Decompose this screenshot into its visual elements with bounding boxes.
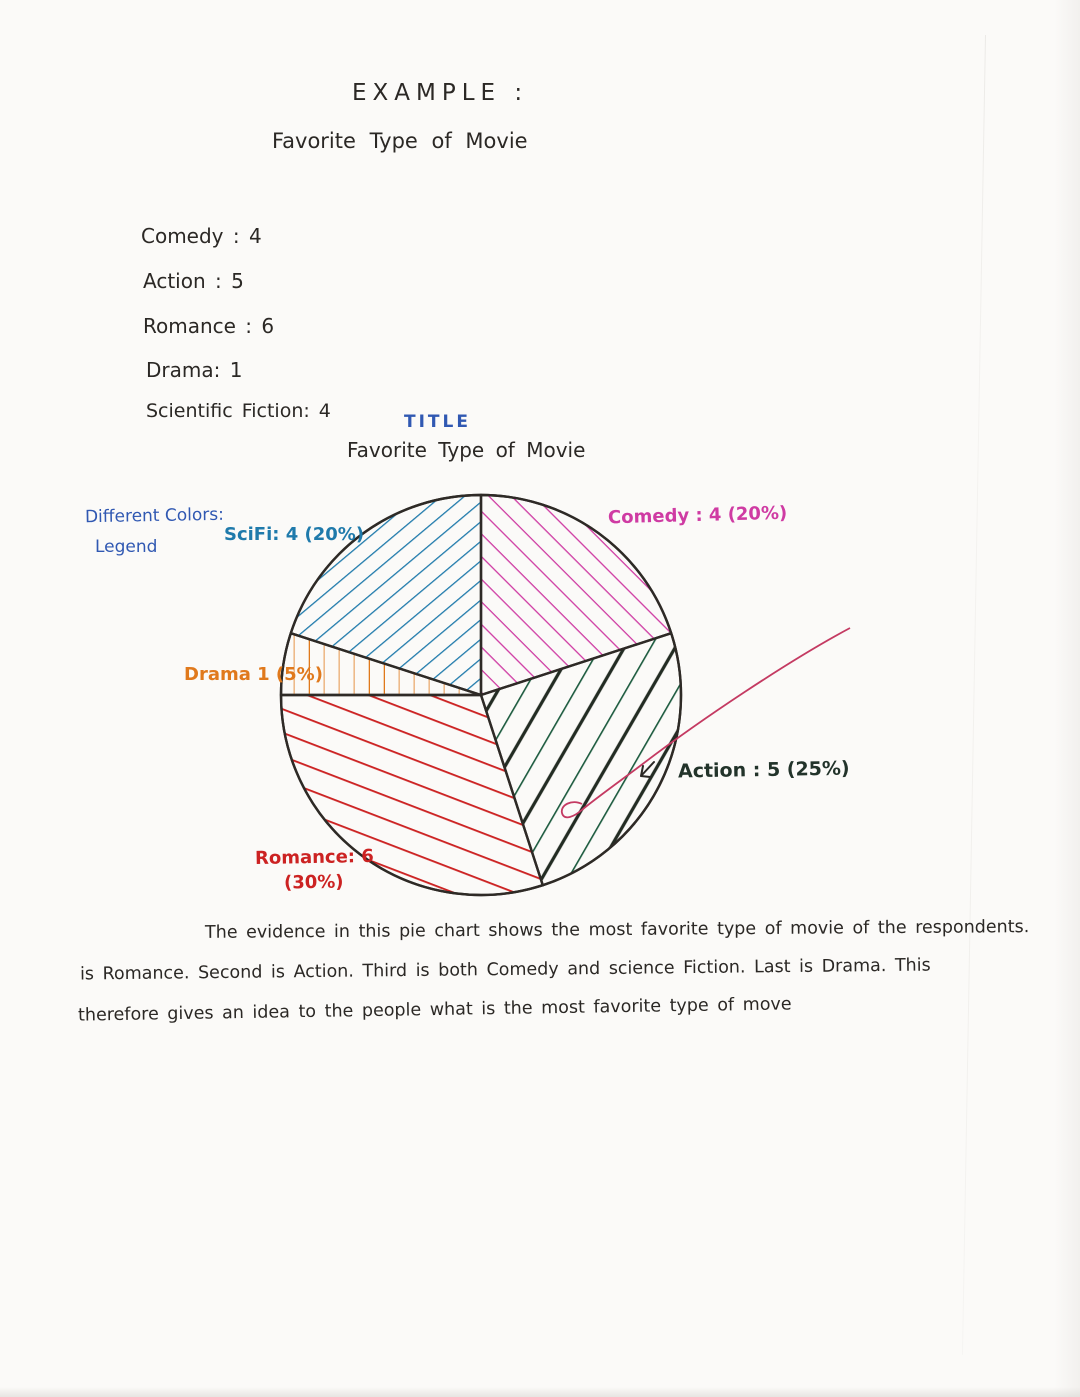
tally-item-romance: Romance : 6 [143,314,275,338]
paper-edge-bottom [0,1387,1080,1397]
legend-note-line2: Legend [95,537,158,557]
slice-label-comedy: Comedy : 4 (20%) [607,502,788,529]
slice-label-scifi: SciFi: 4 (20%) [224,524,365,545]
paragraph-line-1: The evidence in this pie chart shows the most favorite type of movie of the respondents. [204,917,1030,943]
tally-item-comedy: Comedy : 4 [141,224,262,248]
slice-label-romance-line1: Romance: 6 [254,845,374,870]
tally-item-action: Action : 5 [143,269,244,293]
slice-label-romance-line2: (30%) [283,871,344,894]
paragraph-line-2: is Romance. Second is Action. Third is both Comedy and science Fiction. Last is Drama. This [79,955,931,985]
page-heading: EXAMPLE : [352,80,529,106]
chart-title-tag: TITLE [404,412,471,432]
slice-label-action: Action : 5 (25%) [677,757,850,783]
chart-title: Favorite Type of Movie [347,438,586,462]
paper-edge-right [1054,0,1080,1397]
tally-item-scifi: Scientific Fiction: 4 [146,400,331,422]
paragraph-line-3: therefore gives an idea to the people what is the most favorite type of move [77,994,792,1026]
tally-item-drama: Drama: 1 [146,358,243,382]
slice-label-drama: Drama 1 (5%) [184,664,323,685]
paper-crease [962,35,986,1355]
page-subtitle: Favorite Type of Movie [272,129,528,153]
legend-note-line1: Different Colors: [84,504,225,528]
